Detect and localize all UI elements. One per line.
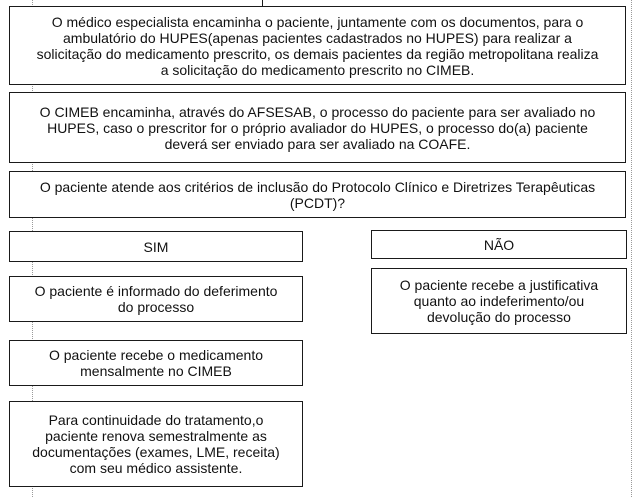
decision-question-box <box>9 171 626 218</box>
yes-label-box <box>9 231 303 262</box>
yes-informed-box <box>9 276 303 322</box>
yes-renewal-box <box>9 401 303 487</box>
yes-renewal-text: Para continuidade do tratamento,o paciente renova semestralmente as documentações (exames, LME, receita) com seu médico assistente. <box>32 412 280 476</box>
yes-medication-box <box>9 340 303 386</box>
yes-informed-text: O paciente é informado do deferimento do processo <box>34 283 278 315</box>
yes-label: SIM <box>143 238 169 255</box>
step-referral-box <box>9 6 626 85</box>
no-justification-text: O paciente recebe a justificativa quanto ao indeferimento/ou devolução do processo <box>399 277 599 325</box>
no-label: NÃO <box>483 236 515 253</box>
step-evaluation-box <box>9 92 626 163</box>
yes-medication-text: O paciente recebe o medicamento mensalmente no CIMEB <box>48 347 263 379</box>
step-evaluation-text: O CIMEB encaminha, através do AFSESAB, o processo do paciente para ser avaliado no HUPES, caso o prescritor for o próprio avaliador do HUPES, o processo do(a) paciente deverá ser enviado para ser avaliado na COAFE. <box>39 103 596 152</box>
no-label-box <box>371 230 627 259</box>
step-referral-text: O médico especialista encaminha o paciente, juntamente com os documentos, para o ambulatório do HUPES(apenas pacientes cadastrados no HUPES) para realizar a solicitação do medicamento prescrito, os demais pacientes da região metropolitana realiza a solicitação do medicamento prescrito no CIMEB. <box>36 13 599 78</box>
decision-question-text: O paciente atende aos critérios de inclusão do Protocolo Clínico e Diretrizes Terapêuticas (PCDT)? <box>39 178 596 211</box>
no-justification-box <box>371 268 627 334</box>
guide-line-right <box>631 0 632 497</box>
